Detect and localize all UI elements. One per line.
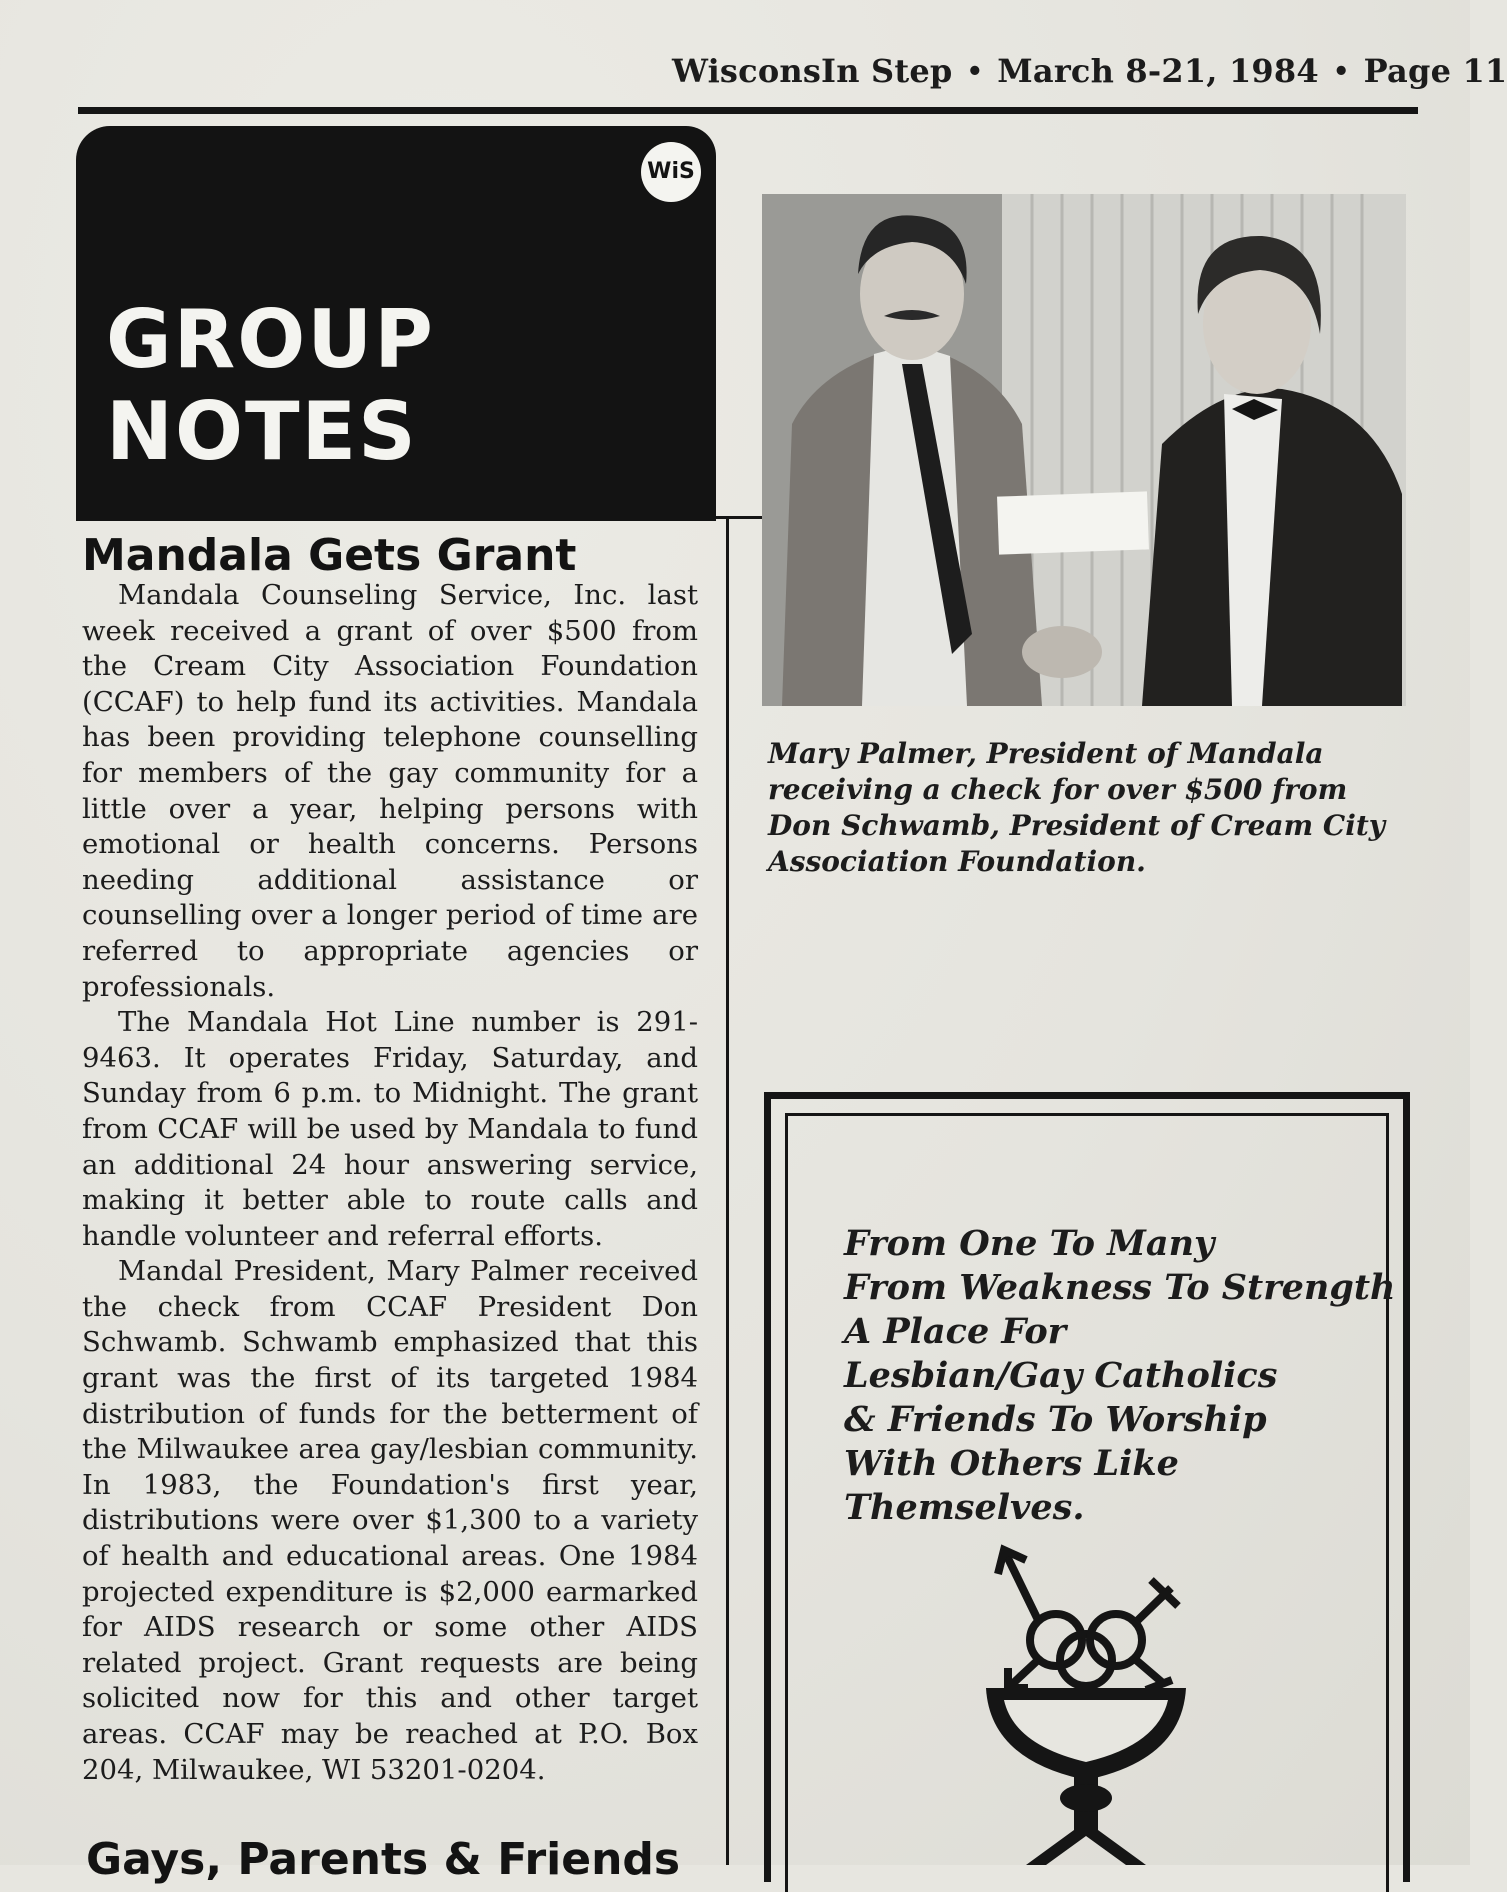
news-photo — [762, 194, 1406, 706]
column-divider-tick — [716, 516, 766, 519]
page-header — [672, 52, 1507, 98]
next-article-headline: Gays, Parents & Friends — [86, 1834, 681, 1885]
advertisement-line: From Weakness To Strength — [844, 1267, 1396, 1308]
article-headline: Mandala Gets Grant — [82, 530, 577, 581]
wis-logo-icon: WiS — [641, 142, 701, 202]
advertisement-text — [844, 1222, 1404, 1530]
article-body — [82, 578, 698, 1788]
banner-title-line: GROUP — [106, 293, 435, 386]
column-divider — [726, 516, 729, 1865]
publication-name: WisconsIn Step — [672, 52, 953, 90]
photo-caption: Mary Palmer, President of Mandala receiving a check for over $500 from Don Schwamb, President of Cream City Association Foundation. — [768, 737, 1386, 878]
header-separator: • — [1332, 57, 1350, 87]
banner-title — [106, 294, 435, 478]
header-separator: • — [966, 57, 984, 87]
banner-title-line: NOTES — [106, 385, 418, 478]
advertisement-line: A Place For — [844, 1311, 1067, 1352]
advertisement-line: & Friends To Worship — [844, 1399, 1267, 1440]
article-paragraph: The Mandala Hot Line number is 291-9463. It operates Friday, Saturday, and Sunday from 6 p.m. to Midnight. The grant from CCAF will be used by Mandala to fund an additional 24 hour answering service, making it better able to route calls and handle volunteer and referral efforts. — [82, 1006, 698, 1252]
photo-illustration — [762, 194, 1406, 706]
chalice-gender-symbols-icon — [986, 1530, 1186, 1865]
issue-date: March 8-21, 1984 — [997, 52, 1319, 90]
advertisement-line: Lesbian/Gay Catholics — [844, 1355, 1278, 1396]
advertisement-line: Themselves. — [844, 1487, 1085, 1528]
header-rule — [78, 107, 1418, 114]
article-paragraph: Mandal President, Mary Palmer received the check from CCAF President Don Schwamb. Schwamb emphasized that this grant was the first of its targeted 1984 distribution of funds for the betterment of the Milwaukee area gay/lesbian community. In 1983, the Foundation's first year, distributions were over $1,300 to a variety of health and educational areas. One 1984 projected expenditure is $2,000 earmarked for AIDS research or some other AIDS related project. Grant requests are being solicited now for this and other target areas. CCAF may be reached at P.O. Box 204, Milwaukee, WI 53201-0204. — [82, 1255, 698, 1786]
advertisement-line: With Others Like — [844, 1443, 1179, 1484]
advertisement-line: From One To Many — [844, 1223, 1215, 1264]
page-number: Page 11 — [1363, 52, 1507, 90]
article-paragraph: Mandala Counseling Service, Inc. last week received a grant of over $500 from the Cream City Association Foundation (CCAF) to help fund its activities. Mandala has been providing telephone counselling for members of the gay community for a little over a year, helping persons with emotional or health concerns. Persons needing additional assistance or counselling over a longer period of time are referred to appropriate agencies or professionals. — [82, 579, 698, 1003]
group-notes-banner — [76, 126, 716, 521]
